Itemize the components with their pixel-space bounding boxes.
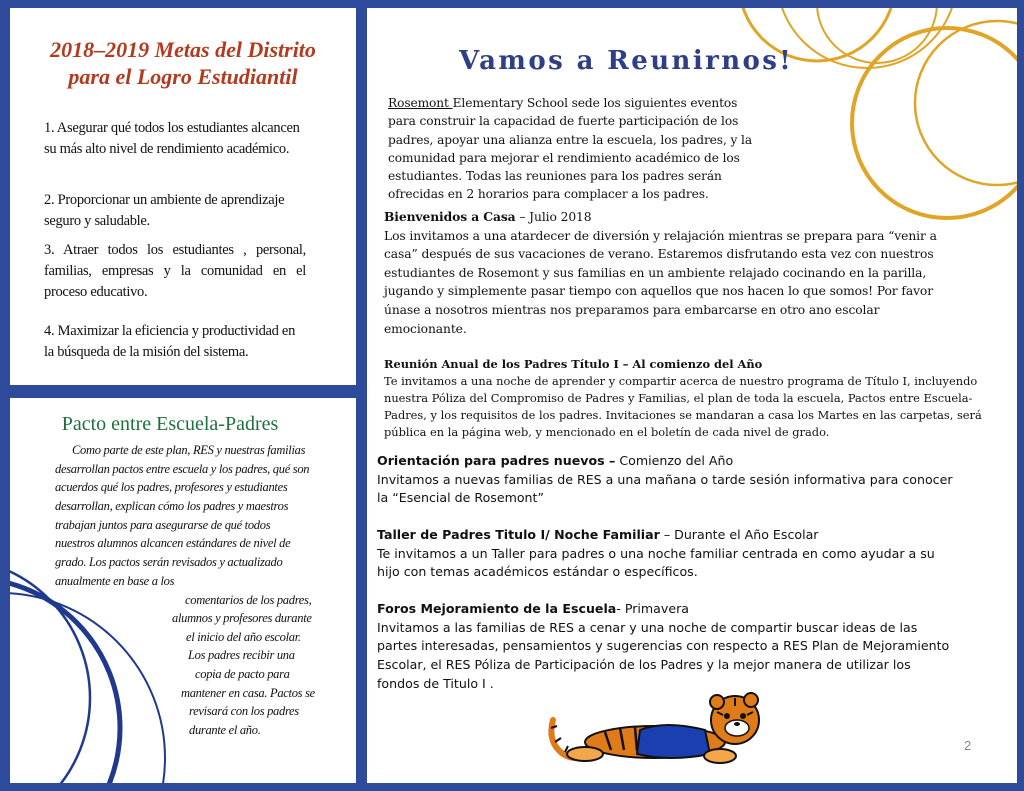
intro-line-1 xyxy=(388,94,780,112)
event-title: Taller de Padres Titulo I/ Noche Familiar xyxy=(377,527,660,542)
pact-line-9: comentarios de los padres, xyxy=(185,593,312,607)
pact-line-4: desarrollan, explican cómo los padres y maestros xyxy=(55,499,289,513)
pact-title: Pacto entre Escuela-Padres xyxy=(61,413,279,435)
pact-line-6: nuestros alumnos alcancen estándares de nivel de xyxy=(55,536,291,550)
event-line: Escolar, el RES Póliza de Participación de los Padres y la mejor manera de utilizar los xyxy=(377,657,911,673)
event-line: jugando y simplemente pasar tiempo con aquellos que nos hacen lo que somos! Por favor xyxy=(384,284,934,299)
intro-line-6: ofrecidas en 2 horarios para complacer a los padres. xyxy=(388,187,709,202)
event-title: Bienvenidos a Casa xyxy=(384,209,516,224)
intro-school-name: Rosemont xyxy=(388,96,453,110)
pact-line-1: Como parte de este plan, RES y nuestras familias xyxy=(72,443,306,457)
page-number: 2 xyxy=(964,738,972,753)
event-line: partes interesadas, pensamientos y sugerencias con respecto a RES Plan de Mejoramiento xyxy=(377,638,950,654)
event-line: emocionante. xyxy=(384,321,467,336)
event-parent-workshop xyxy=(377,526,997,582)
pact-line-3: acuerdos qué los padres, profesores y estudiantes xyxy=(55,480,288,494)
event-line: Te invitamos a un Taller para padres o una noche familiar centrada en como ayudar a su xyxy=(377,545,935,561)
event-heading xyxy=(384,208,1009,227)
main-title: Vamos a Reunirnos! xyxy=(459,46,794,76)
pact-line-14: mantener en casa. Pactos se xyxy=(181,686,315,700)
goal-item-4: 4. Maximizar la eficiencia y productividad en la búsqueda de la misión del sistema. xyxy=(44,323,296,360)
event-line: Padres, y los requisitos de los padres. Invitaciones se mandaran a casa los Martes en las carpetas, será xyxy=(384,408,982,423)
goal-item-2: 2. Proporcionar un ambiente de aprendizaje seguro y saludable. xyxy=(44,192,285,229)
event-line: Invitamos a las familias de RES a cenar y una noche de compartir buscar ideas de las xyxy=(377,619,918,635)
pact-line-15: revisará con los padres xyxy=(189,704,299,718)
goals-panel xyxy=(10,8,356,385)
pact-line-11: el inicio del año escolar. xyxy=(186,630,301,644)
event-title: Foros Mejoramiento de la Escuela xyxy=(377,601,617,616)
event-annual-title-i-meeting xyxy=(384,356,1014,441)
goals-title-line-2: para el Logro Estudiantil xyxy=(68,64,298,89)
intro-line-5: estudiantes. Todas las reuniones para los padres serán xyxy=(388,169,722,184)
event-heading xyxy=(377,526,997,545)
goals-title xyxy=(10,36,356,90)
event-title: Reunión Anual de los Padres Título I – Al comienzo del Año xyxy=(384,357,763,371)
intro-line-4: comunidad para mejorar el rendimiento académico de los xyxy=(388,150,740,165)
event-line: únase a nosotros mientras nos preparamos para embarcarse en otro ano escolar xyxy=(384,302,880,317)
event-line: nuestra Póliza del Compromiso de Padres y Familias, el plan de toda la escuela, Pactos entre Escuela- xyxy=(384,391,973,406)
event-line: casa” después de sus vacaciones de verano. Estaremos disfrutando esta vez con nuestros xyxy=(384,247,934,262)
event-when: - Primavera xyxy=(616,601,689,616)
pact-line-12: Los padres recibir una xyxy=(188,648,295,662)
event-line: Te invitamos a una noche de aprender y compartir acerca de nuestro programa de Título I, incluyendo xyxy=(384,374,978,389)
goals-title-line-1: 2018–2019 Metas del Distrito xyxy=(50,37,316,62)
pact-line-13: copia de pacto para xyxy=(195,667,290,681)
intro-line-2: para construir la capacidad de fuerte participación de los xyxy=(388,114,739,129)
event-title: Orientación para padres nuevos – xyxy=(377,453,616,468)
event-line: Los invitamos a una atardecer de diversión y relajación mientras se prepara para “venir a xyxy=(384,228,937,243)
event-line: fondos de Titulo I . xyxy=(377,675,494,691)
pact-line-2: desarrollan pactos entre escuela y los padres, qué son xyxy=(55,462,310,476)
pact-line-16: durante el año. xyxy=(189,723,261,737)
event-welcome-home xyxy=(384,208,1009,338)
tiger-mascot-icon xyxy=(545,690,785,770)
event-new-parents-orientation xyxy=(377,452,997,508)
intro-line-1-text: Elementary School sede los siguientes eventos xyxy=(452,96,738,110)
event-when: – Durante el Año Escolar xyxy=(659,527,819,542)
event-line: hijo con temas académicos estándar o específicos. xyxy=(377,564,698,580)
pact-line-5: trabajan juntos para asegurarse de qué todos xyxy=(55,518,271,532)
event-heading xyxy=(377,452,997,471)
event-line: Invitamos a nuevas familias de RES a una mañana o tarde sesión informativa para conocer xyxy=(377,471,953,487)
pact-body xyxy=(10,398,356,783)
intro-paragraph xyxy=(388,94,780,204)
event-line: la “Esencial de Rosemont” xyxy=(377,490,544,506)
intro-line-3: padres, apoyar una alianza entre la escuela, los padres, y la xyxy=(388,132,753,147)
event-line: pública en la página web, y mencionado en el boletín de cada nivel de grado. xyxy=(384,425,830,440)
goal-item-3: 3. Atraer todos los estudiantes , personal, familias, empresas y la comunidad en el proceso educativo. xyxy=(44,242,306,300)
event-line: estudiantes de Rosemont y sus familias en un ambiente relajado cocinando en la parilla, xyxy=(384,265,927,280)
goal-item-1: 1. Asegurar qué todos los estudiantes alcancen su más alto nivel de rendimiento académico. xyxy=(44,120,300,157)
pact-line-7: grado. Los pactos serán revisados y actualizado xyxy=(55,555,283,569)
pact-line-8: anualmente en base a los xyxy=(55,574,175,588)
pact-panel xyxy=(10,398,356,783)
event-when: Comienzo del Año xyxy=(615,453,734,468)
event-heading xyxy=(377,600,997,619)
event-school-improvement-forums xyxy=(377,600,997,694)
pact-line-10: alumnos y profesores durante xyxy=(172,611,312,625)
events-panel xyxy=(367,8,1017,783)
event-when: – Julio 2018 xyxy=(515,210,592,224)
